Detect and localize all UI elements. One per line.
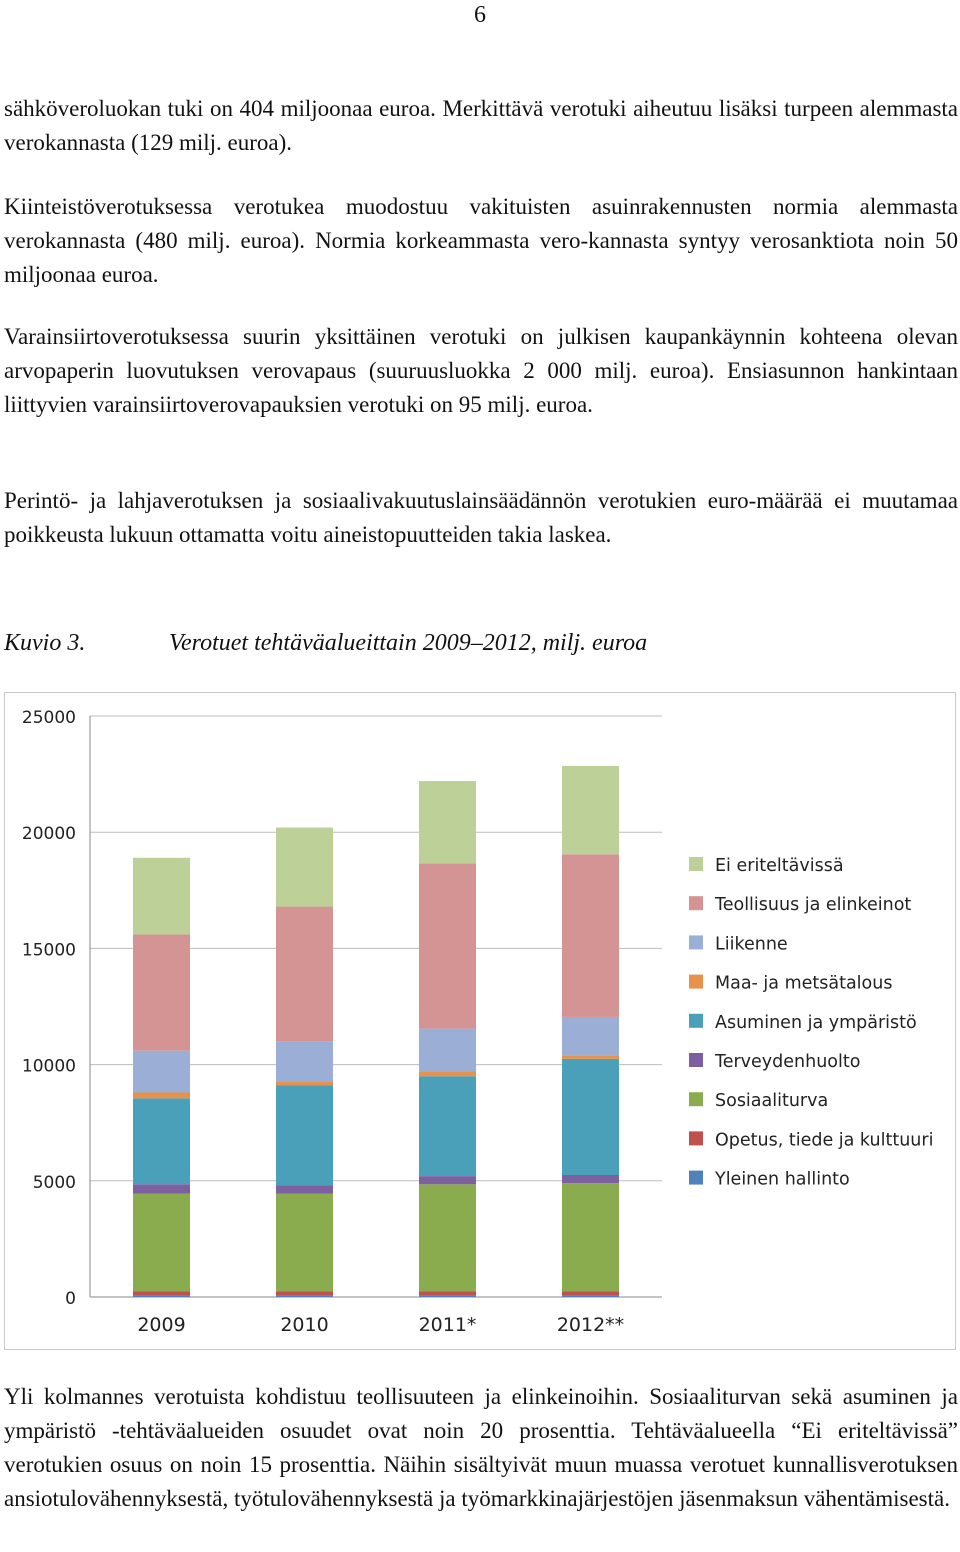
legend-swatch [689, 975, 703, 989]
bar-segment [562, 1017, 619, 1055]
legend-label: Terveydenhuolto [715, 1052, 861, 1072]
figure-title: Verotuet tehtäväalueittain 2009–2012, milj. euroa [169, 630, 648, 656]
bar-segment [419, 1296, 476, 1297]
y-tick-label: 15000 [21, 940, 76, 961]
legend-swatch [689, 896, 703, 910]
bar-segment [562, 1175, 619, 1183]
bar-segment [419, 1076, 476, 1176]
bar-segment [276, 907, 333, 1042]
bar-segment [276, 1041, 333, 1082]
bar-segment [276, 828, 333, 907]
bar-segment [419, 1072, 476, 1077]
bar-segment [276, 1086, 333, 1186]
bar-segment [562, 1296, 619, 1297]
bar-segment [562, 1183, 619, 1291]
bar-segment [133, 1184, 190, 1193]
figure-caption [4, 630, 647, 657]
bar-segment [562, 1291, 619, 1296]
x-tick-label: 2011* [418, 1314, 477, 1336]
legend-swatch [689, 1092, 703, 1106]
bar-segment [133, 1194, 190, 1292]
bar-segment [419, 1029, 476, 1072]
bar-segment [133, 858, 190, 935]
legend-swatch [689, 935, 703, 949]
bar-segment [419, 1176, 476, 1184]
legend-label: Liikenne [715, 934, 788, 955]
bar-segment [276, 1185, 333, 1193]
y-tick-label: 10000 [21, 1056, 76, 1077]
bar-segment [133, 1092, 190, 1098]
bar-segment [419, 1184, 476, 1291]
x-tick-label: 2009 [137, 1314, 186, 1336]
y-tick-label: 20000 [21, 824, 76, 845]
legend-swatch [689, 1014, 703, 1028]
bar-segment [133, 1098, 190, 1184]
y-tick-label: 0 [65, 1289, 76, 1309]
bar-segment [133, 1296, 190, 1297]
bar-segment [419, 1291, 476, 1296]
chart-canvas [5, 693, 955, 1349]
legend-swatch [689, 1053, 703, 1067]
bar-segment [419, 781, 476, 864]
legend-label: Yleinen hallinto [715, 1169, 850, 1190]
bar-segment [276, 1082, 333, 1085]
paragraph-4: Perintö- ja lahjaverotuksen ja sosiaalivakuutuslainsäädännön verotukien euro-määrää ei muutamaa poikkeusta lukuun ottamatta voitu aineistopuutteiden takia laskea. [4, 488, 958, 547]
legend-swatch [689, 1131, 703, 1145]
bar-segment [562, 854, 619, 1017]
bar-segment [562, 1059, 619, 1175]
legend-label: Ei eriteltävissä [715, 856, 844, 876]
bar-segment [133, 1051, 190, 1093]
bar-segment [562, 766, 619, 854]
page-number: 6 [474, 2, 486, 28]
legend-label: Opetus, tiede ja kulttuuri [715, 1130, 934, 1151]
legend-swatch [689, 1171, 703, 1185]
paragraph-1: sähköveroluokan tuki on 404 miljoonaa euroa. Merkittävä verotuki aiheutuu lisäksi turpeen alemmasta verokannasta (129 milj. euroa). [4, 96, 958, 155]
legend-label: Teollisuus ja elinkeinot [715, 895, 912, 916]
paragraph-2: Kiinteistöverotuksessa verotukea muodostuu vakituisten asuinrakennusten normia alemmasta verokannasta (480 milj. euroa). Normia korkeammasta vero-kannasta syntyy verosanktiota noin 50 miljoonaa euroa. [4, 194, 958, 287]
bar-segment [133, 1291, 190, 1296]
stacked-bar-chart [4, 692, 956, 1350]
legend-label: Asuminen ja ympäristö [715, 1012, 917, 1033]
y-tick-label: 5000 [32, 1172, 76, 1193]
x-tick-label: 2012** [556, 1314, 625, 1336]
figure-number: Kuvio 3. [4, 630, 86, 656]
bar-segment [276, 1194, 333, 1292]
legend-label: Maa- ja metsätalous [715, 973, 893, 994]
bar-segment [133, 934, 190, 1050]
legend-label: Sosiaaliturva [715, 1091, 829, 1112]
paragraph-3: Varainsiirtoverotuksessa suurin yksittäinen verotuki on julkisen kaupankäynnin kohteena olevan arvopaperin luovutuksen verovapaus (suuruusluokka 2 000 milj. euroa). Ensiasunnon hankintaan liittyvien varainsiirtoverovapauksien verotuki on 95 milj. euroa. [4, 324, 958, 417]
bar-segment [276, 1291, 333, 1296]
legend-swatch [689, 857, 703, 871]
paragraph-5: Yli kolmannes verotuista kohdistuu teollisuuteen ja elinkeinoihin. Sosiaaliturvan sekä asuminen ja ympäristö -tehtäväalueiden osuudet ovat noin 20 prosenttia. Tehtäväalueella “Ei eriteltävissä” verotukien osuus on noin 15 prosenttia. Näihin sisältyivät muun muassa verotuet kunnallisverotuksen ansiotulovähennyksestä, työtulovähennyksestä ja työmarkkinajärjestöjen jäsenmaksun vähentämisestä. [4, 1384, 958, 1511]
x-tick-label: 2010 [280, 1314, 329, 1336]
bar-segment [276, 1296, 333, 1297]
bar-segment [419, 864, 476, 1029]
y-tick-label: 25000 [21, 708, 76, 728]
bar-segment [562, 1055, 619, 1058]
